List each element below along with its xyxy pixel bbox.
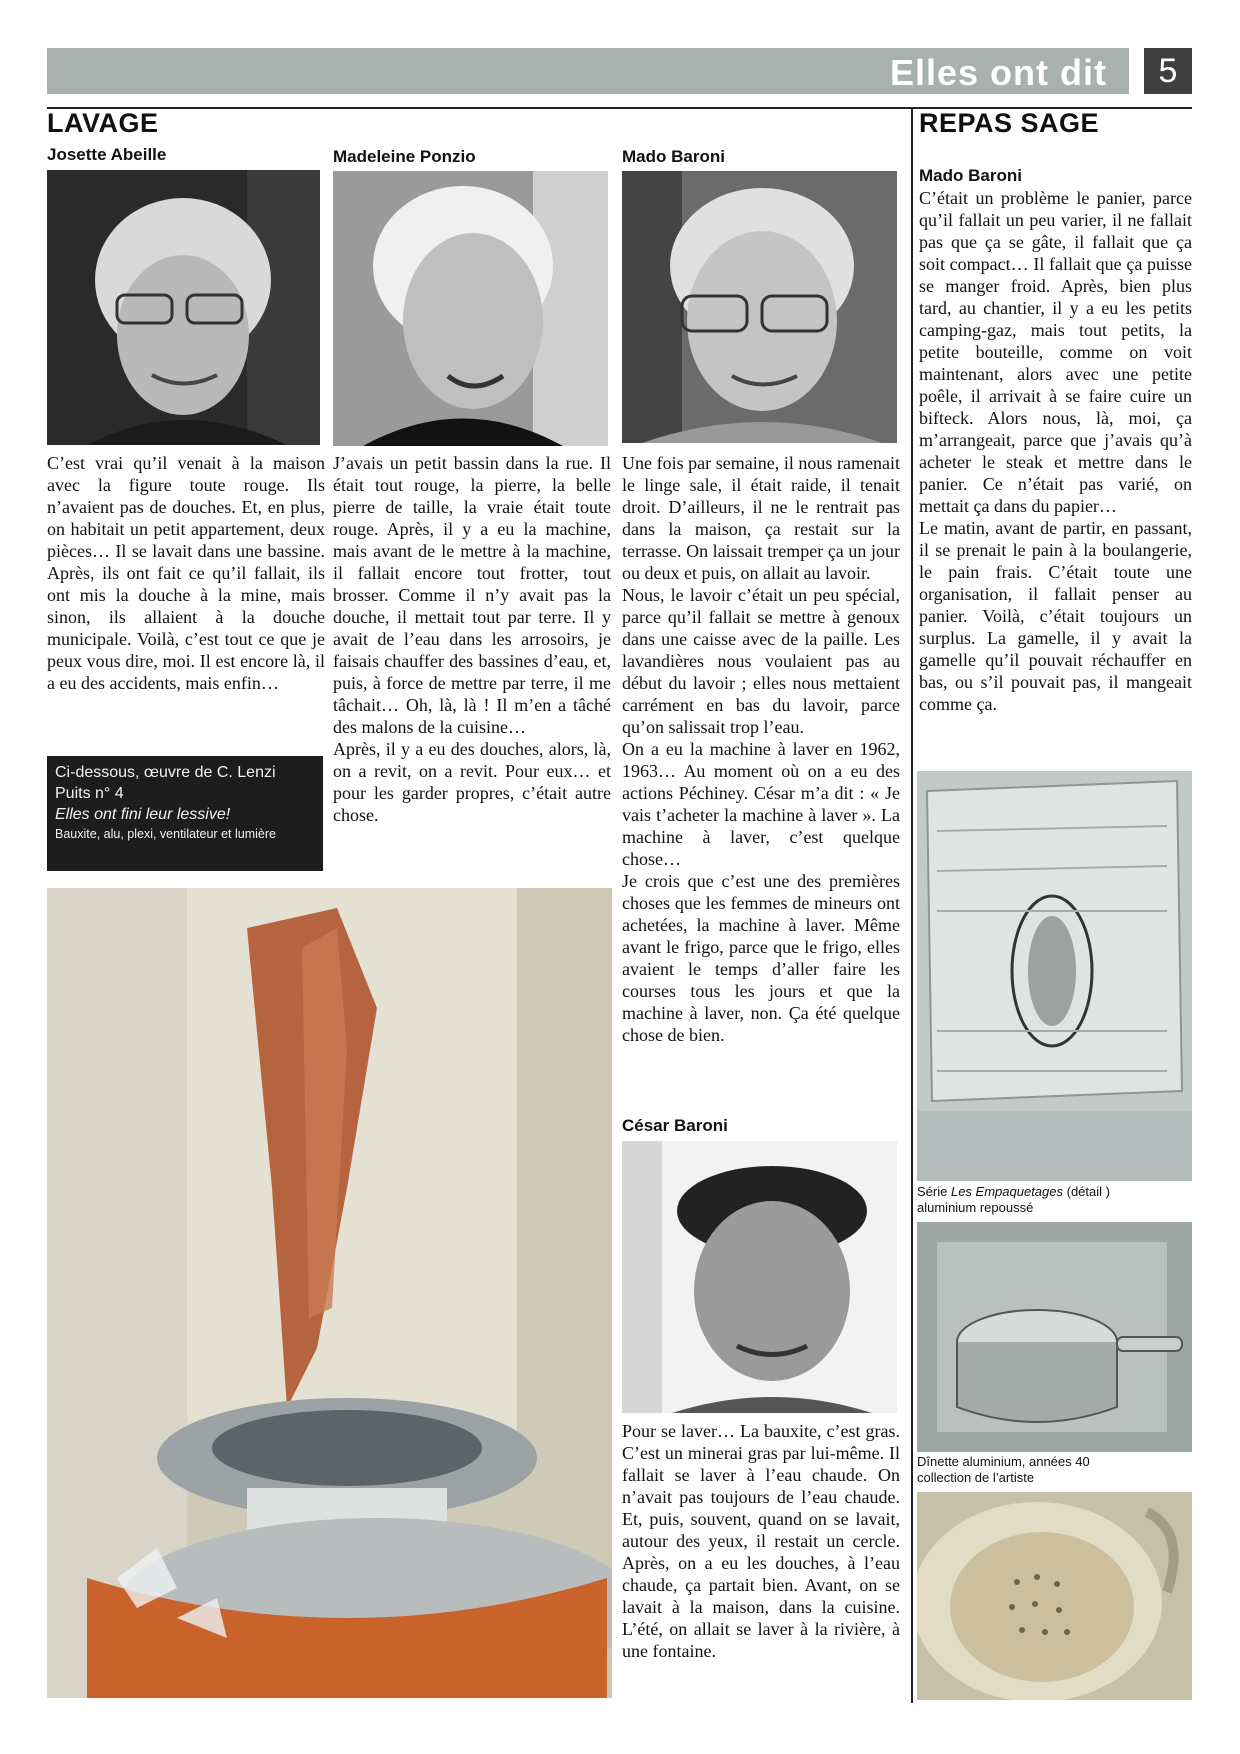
author-name-mado-repas: Mado Baroni [919,166,1022,185]
portrait-cesar-baroni [622,1141,897,1413]
caption-dinette [917,1454,1197,1486]
section-heading-repas: REPAS SAGE [919,108,1100,138]
portrait-madeleine-ponzio [333,171,608,446]
caption-empaquetages-title: Les Empaquetages [950,1184,1063,1199]
author-name-cesar: César Baroni [622,1116,728,1135]
text-josette: C’est vrai qu’il venait à la maison avec la figure toute rouge. Ils n’avaient pas de douches. Et, en plus, on habitait un petit appartement, deux pièces… Il se lavait dans une bassine. Après, ils ont fait ce qu’il fallait, ils ont mis la douche à la mine, mais sinon, ils allaient à la douche municipale. Voilà, c’est tout ce que je peux vous dire, moi. Il est encore là, il a eu des accidents, mais enfin… [47,453,325,693]
text-madeleine-p1: J’avais un petit bassin dans la rue. Il était tout rouge, la pierre, la belle pierre de taille, la vraie était toute rouge. Après, il y a eu la machine, mais avant de le mettre à la machine, il fallait encore tout frotter, tout brosser. Comme il n’y avait pas la douche, il mettait tout par terre. Il y avait de l’eau dans les arrosoirs, je faisais chauffer des bassines d’eau, et, puis, à force de mettre par terre, il me tâchait… Oh, là, là ! Il m’en a tâché des malons de la cuisine… [333,453,611,737]
portrait-josette-abeille [47,170,320,445]
caption-empaquetages-prefix: Série [917,1184,951,1199]
text-mado-p2: Nous, le lavoir c’était un peu spécial, parce qu’il fallait se mettre à genoux dans une caisse avec de la paille. Les lavandières nous voulaient pas au début du lavoir ; elles nous mettaient carrément en bas du lavoir, parce qu’on salissait trop l’eau. [622,585,900,737]
author-name-josette: Josette Abeille [47,145,167,164]
page-title: Elles ont dit [889,52,1107,93]
text-mado-p3: On a eu la machine à laver en 1962, 1963… Au moment où on a eu des actions Péchiney. César m’a dit : « Je vais t’acheter la machine à laver ». La machine à laver, c’est quelque chose… [622,739,900,869]
text-madeleine-p2: Après, il y a eu des douches, alors, là, on a revit, on a revit. Pour eux… et pour les garder propres, c’était autre chose. [333,739,611,825]
caption-empaquetages-suffix: (détail ) [1063,1184,1110,1199]
header-bar [47,48,1129,94]
text-cesar: Pour se laver… La bauxite, c’est gras. C’est un minerai gras par lui-même. Il fallait se laver à l’eau chaude. On n’avait pas toujours de l’eau chaude. Et, puis, souvent, quand on se lavait, autour des yeux, il restait un cercle. Après, on a eu les douches, à l’eau chaude, ça partait bien. Avant, on se lavait à la maison, dans la cuisine. L’été, on allait se laver à la rivière, à une fontaine. [622,1421,900,1661]
caption-line-2: Puits n° 4 [55,785,124,802]
text-mado-lavage [622,452,900,1046]
artwork-empaquetages-photo [917,771,1192,1181]
text-repas [919,187,1192,715]
text-mado-p1: Une fois par semaine, il nous ramenait le linge sale, il était raide, il tenait droit. D’ailleurs, il ne le rentrait pas dans la maison, ça restait sur la terrasse. On laissait tremper ça un jour ou deux et puis, on allait au lavoir. [622,453,900,583]
text-repas-p2: Le matin, avant de partir, en passant, il se prenait le pain à la boulangerie, le pain frais. C’était toute une organisation, il fallait penser au panier. Voilà, c’était toujours un surplus. La gamelle, il y avait la gamelle qu’il pouvait réchauffer en bas, ou s’il pouvait pas, il mangeait comme ça. [919,518,1192,714]
portrait-mado-baroni [622,171,897,443]
text-mado-p4: Je crois que c’est une des premières choses que les femmes de mineurs ont achetées, la machine à laver. Même avant le frigo, parce que le frigo, elles avaient le temps d’aller faire les courses tous les jours et que la machine à laver, non. Ça été quelque chose de bien. [622,871,900,1045]
caption-empaquetages-line2: aluminium repoussé [917,1200,1034,1215]
page-number: 5 [1144,48,1192,94]
author-name-madeleine: Madeleine Ponzio [333,147,476,166]
caption-empaquetages [917,1184,1197,1216]
text-madeleine [333,452,611,826]
caption-line-1: Ci-dessous, œuvre de C. Lenzi [55,764,276,781]
author-name-mado: Mado Baroni [622,147,725,166]
artwork-caption-box [47,756,323,871]
text-repas-p1: C’était un problème le panier, parce qu’il fallait un peu varier, il ne fallait pas que ça se gâte, il fallait que ça soit compact… Il fallait que ça puisse se manger froid. Après, bien plus tard, au chantier, il y a eu les petits camping-gaz, mais tout petits, la petite bouteille, comme on voit maintenant, alors avec une petite poêle, il arrivait à se faire cuire un bifteck. Alors nous, là, moi, ça m’arrangeait, parce que j’avais qu’à acheter le steak et mettre dans le panier. Ce n’était pas varié, on mettait ça dans du papier… [919,188,1192,516]
caption-line-4: Bauxite, alu, plexi, ventilateur et lumière [55,827,276,841]
column-divider [911,107,913,1703]
colander-photo [917,1492,1192,1700]
caption-dinette-line1: Dînette aluminium, années 40 [917,1454,1090,1469]
dinette-photo [917,1222,1192,1452]
caption-dinette-line2: collection de l’artiste [917,1470,1035,1485]
artwork-puits-photo [47,888,612,1698]
caption-line-3: Elles ont fini leur lessive! [55,806,231,823]
section-heading-lavage: LAVAGE [47,108,159,138]
